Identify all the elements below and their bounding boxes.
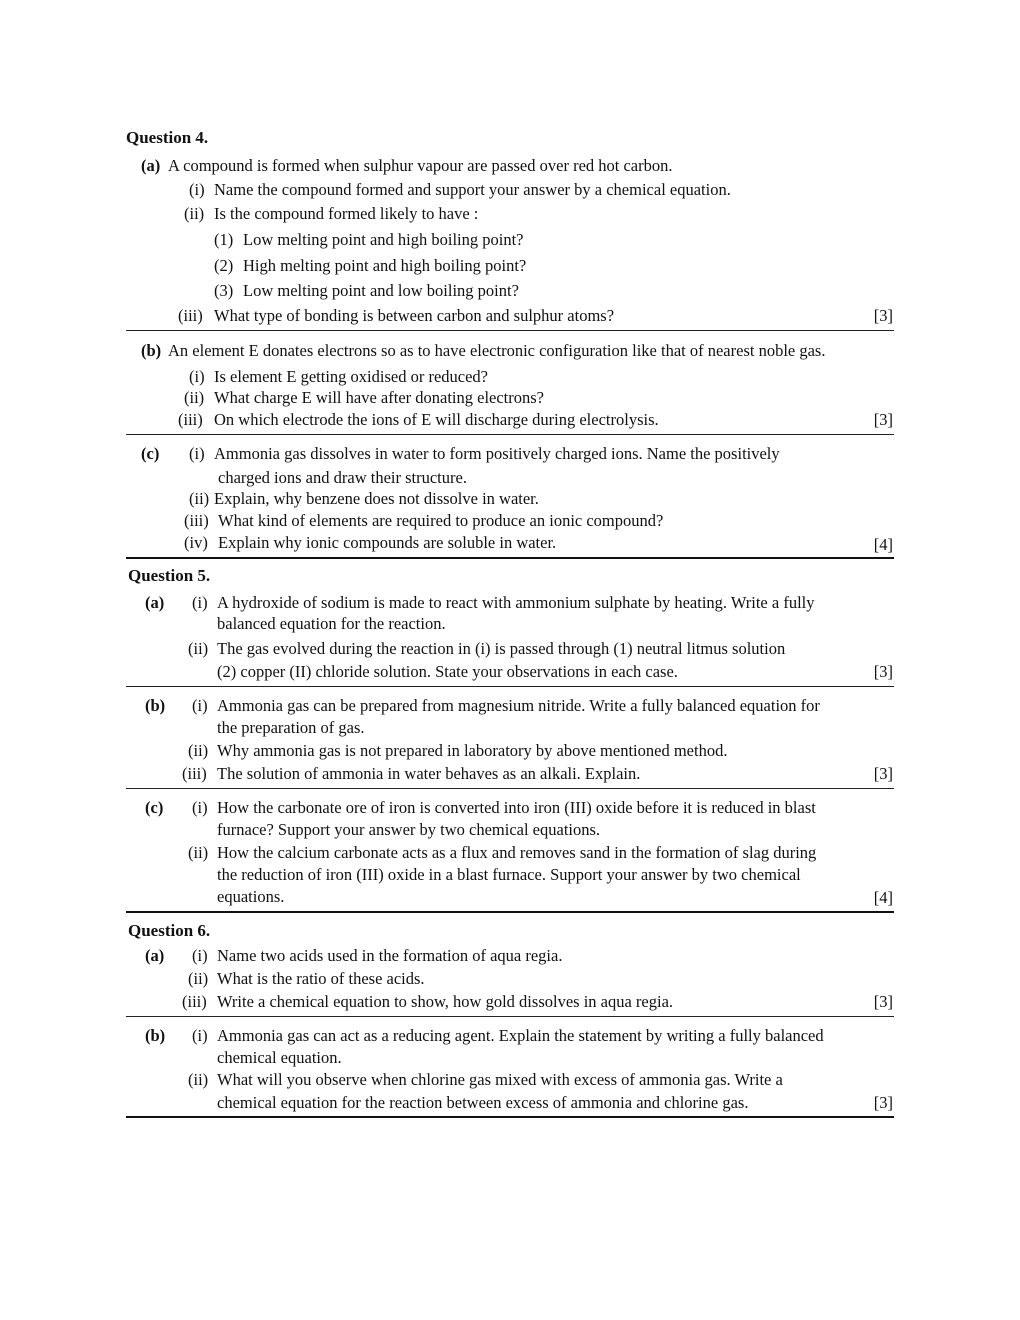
q4b-iii-label: (iii) bbox=[178, 410, 203, 429]
q4a-i-label: (i) bbox=[189, 180, 205, 199]
q6a-marks: [3] bbox=[873, 992, 893, 1011]
q5a-i-text-1: A hydroxide of sodium is made to react with ammonium sulphate by heating. Write a fully bbox=[217, 593, 815, 612]
q4a-iii-text: What type of bonding is between carbon and sulphur atoms? bbox=[214, 306, 615, 325]
q5a-ii-text-1: The gas evolved during the reaction in (i) is passed through (1) neutral litmus solution bbox=[217, 639, 786, 658]
q5a-ii-text-2: (2) copper (II) chloride solution. State your observations in each case. bbox=[217, 662, 678, 681]
divider bbox=[126, 686, 894, 687]
q4a-opt3-text: Low melting point and low boiling point? bbox=[243, 281, 519, 300]
divider bbox=[126, 1116, 894, 1118]
divider bbox=[126, 788, 894, 789]
q4a-opt2-label: (2) bbox=[214, 256, 234, 275]
q4b-label: (b) bbox=[141, 341, 162, 360]
q6b-label: (b) bbox=[145, 1026, 166, 1045]
divider bbox=[126, 911, 894, 913]
q4b-iii-text: On which electrode the ions of E will discharge during electrolysis. bbox=[214, 410, 659, 429]
q6b-i-text-2: chemical equation. bbox=[217, 1048, 342, 1067]
q4c-iii-text: What kind of elements are required to produce an ionic compound? bbox=[218, 511, 664, 530]
q4c-label: (c) bbox=[141, 444, 160, 463]
q6a-ii-text: What is the ratio of these acids. bbox=[217, 969, 425, 988]
divider bbox=[126, 330, 894, 331]
q6a-label: (a) bbox=[145, 946, 165, 965]
q6b-ii-label: (ii) bbox=[188, 1070, 209, 1089]
q4a-stem: A compound is formed when sulphur vapour are passed over red hot carbon. bbox=[168, 156, 673, 175]
q6a-i-label: (i) bbox=[192, 946, 208, 965]
divider bbox=[126, 434, 894, 435]
q5c-i-text-1: How the carbonate ore of iron is converted into iron (III) oxide before it is reduced in blast bbox=[217, 798, 816, 817]
q5a-i-label: (i) bbox=[192, 593, 208, 612]
q4a-ii-text: Is the compound formed likely to have : bbox=[214, 204, 479, 223]
q4a-label: (a) bbox=[141, 156, 161, 175]
q5b-iii-text: The solution of ammonia in water behaves as an alkali. Explain. bbox=[217, 764, 641, 783]
q4b-i-text: Is element E getting oxidised or reduced? bbox=[214, 367, 488, 386]
q4c-i-label: (i) bbox=[189, 444, 205, 463]
q4c-ii-text: Explain, why benzene does not dissolve in water. bbox=[214, 489, 539, 508]
q4c-iv-label: (iv) bbox=[184, 533, 208, 552]
q5a-i-text-2: balanced equation for the reaction. bbox=[217, 614, 446, 633]
q5c-ii-label: (ii) bbox=[188, 843, 209, 862]
q4c-iii-label: (iii) bbox=[184, 511, 209, 530]
q5b-ii-label: (ii) bbox=[188, 741, 209, 760]
q4c-i-text-1: Ammonia gas dissolves in water to form positively charged ions. Name the positively bbox=[214, 444, 780, 463]
q6b-marks: [3] bbox=[873, 1093, 893, 1112]
q4c-ii-label: (ii) bbox=[189, 489, 210, 508]
q5a-marks: [3] bbox=[873, 662, 893, 681]
question-6-title: Question 6. bbox=[128, 921, 211, 940]
q4c-i-text-2: charged ions and draw their structure. bbox=[218, 468, 467, 487]
q4a-opt2-text: High melting point and high boiling point? bbox=[243, 256, 527, 275]
q6a-i-text: Name two acids used in the formation of aqua regia. bbox=[217, 946, 563, 965]
q5a-ii-label: (ii) bbox=[188, 639, 209, 658]
q6a-iii-text: Write a chemical equation to show, how gold dissolves in aqua regia. bbox=[217, 992, 674, 1011]
q4a-opt1-label: (1) bbox=[214, 230, 234, 249]
q5c-label: (c) bbox=[145, 798, 164, 817]
q6a-ii-label: (ii) bbox=[188, 969, 209, 988]
q5b-marks: [3] bbox=[873, 764, 893, 783]
q5c-ii-text-3: equations. bbox=[217, 887, 285, 906]
divider bbox=[126, 1016, 894, 1017]
q4c-marks: [4] bbox=[873, 535, 893, 554]
q4a-ii-label: (ii) bbox=[184, 204, 205, 223]
q4b-ii-text: What charge E will have after donating electrons? bbox=[214, 388, 545, 407]
q5b-i-label: (i) bbox=[192, 696, 208, 715]
q4a-i-text: Name the compound formed and support your answer by a chemical equation. bbox=[214, 180, 731, 199]
q5b-i-text-2: the preparation of gas. bbox=[217, 718, 365, 737]
q6b-i-label: (i) bbox=[192, 1026, 208, 1045]
q5c-marks: [4] bbox=[873, 888, 893, 907]
q4b-ii-label: (ii) bbox=[184, 388, 205, 407]
q5a-label: (a) bbox=[145, 593, 165, 612]
divider bbox=[126, 557, 894, 559]
q4a-marks: [3] bbox=[873, 306, 893, 325]
q5c-i-label: (i) bbox=[192, 798, 208, 817]
question-4-title: Question 4. bbox=[126, 128, 209, 147]
question-5-title: Question 5. bbox=[128, 566, 211, 585]
q5b-i-text-1: Ammonia gas can be prepared from magnesium nitride. Write a fully balanced equation for bbox=[217, 696, 820, 715]
q6b-i-text-1: Ammonia gas can act as a reducing agent. Explain the statement by writing a fully balanced bbox=[217, 1026, 824, 1045]
q6b-ii-text-1: What will you observe when chlorine gas mixed with excess of ammonia gas. Write a bbox=[217, 1070, 783, 1089]
q5b-label: (b) bbox=[145, 696, 166, 715]
q5c-i-text-2: furnace? Support your answer by two chemical equations. bbox=[217, 820, 601, 839]
q5c-ii-text-1: How the calcium carbonate acts as a flux and removes sand in the formation of slag during bbox=[217, 843, 817, 862]
q4c-iv-text: Explain why ionic compounds are soluble in water. bbox=[218, 533, 557, 552]
q4a-opt1-text: Low melting point and high boiling point? bbox=[243, 230, 524, 249]
q6b-ii-text-2: chemical equation for the reaction between excess of ammonia and chlorine gas. bbox=[217, 1093, 749, 1112]
q4b-marks: [3] bbox=[873, 410, 893, 429]
q5b-iii-label: (iii) bbox=[182, 764, 207, 783]
q6a-iii-label: (iii) bbox=[182, 992, 207, 1011]
q4a-opt3-label: (3) bbox=[214, 281, 234, 300]
q5c-ii-text-2: the reduction of iron (III) oxide in a blast furnace. Support your answer by two chemical bbox=[217, 865, 801, 884]
q4a-iii-label: (iii) bbox=[178, 306, 203, 325]
q5b-ii-text: Why ammonia gas is not prepared in laboratory by above mentioned method. bbox=[217, 741, 728, 760]
q4b-i-label: (i) bbox=[189, 367, 205, 386]
q4b-stem: An element E donates electrons so as to have electronic configuration like that of nearest noble gas. bbox=[168, 341, 826, 360]
